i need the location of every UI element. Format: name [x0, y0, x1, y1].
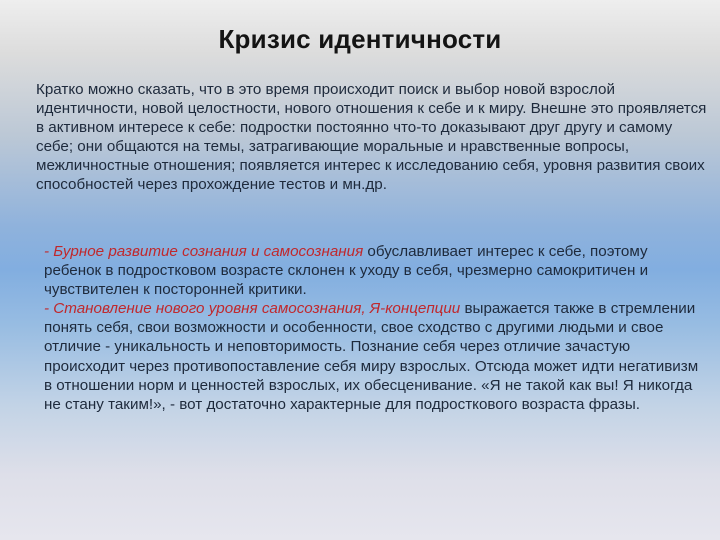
- bullet-highlight: Становление нового уровня самосознания, Я-концепции: [53, 300, 461, 318]
- bullet-highlight: Бурное развитие сознания и самосознания: [53, 243, 364, 260]
- bullet-dash: -: [44, 300, 54, 318]
- intro-paragraph: Кратко можно сказать, что в это время происходит поиск и выбор новой взрослой идентичности, новой целостности, нового отношения к себе и к миру. Внешне это проявляется в активном интересе к себе: подростки постоянно что-то доказывают друг другу и самому себе; они общаются на темы, затрагивающие моральные и нравственные вопросы, межличностные отношения; появляется интерес к исследованию себя, уровня развития своих способностей через прохождение тестов и мн.др.: [36, 81, 707, 194]
- bullet-point-self-concept: [44, 299, 704, 414]
- bullet-point-consciousness: [44, 242, 704, 299]
- bullet-text: обуславливает интерес к себе, поэтому ребенок в подростковом возрасте склонен к уходу в себя, чрезмерно самокритичен и чувствителен к посторонней критики.: [44, 243, 649, 299]
- bullet-text: выражается также в стремлении понять себя, свои возможности и особенности, свое сходство с другими людьми и свое отличие - уникальность и неповторимость. Познание себя через отличие зачастую происходит через противопоставление себя миру взрослых. Отсюда может идти негативизм в отношении норм и ценностей взрослых, их обесценивание. «Я не такой как вы! Я никогда не стану таким!», - вот достаточно характерные для подросткового возраста фразы.: [44, 300, 699, 413]
- bullet-points: [44, 242, 704, 414]
- bullet-dash: -: [44, 243, 54, 260]
- slide-title: Кризис идентичности: [218, 24, 502, 54]
